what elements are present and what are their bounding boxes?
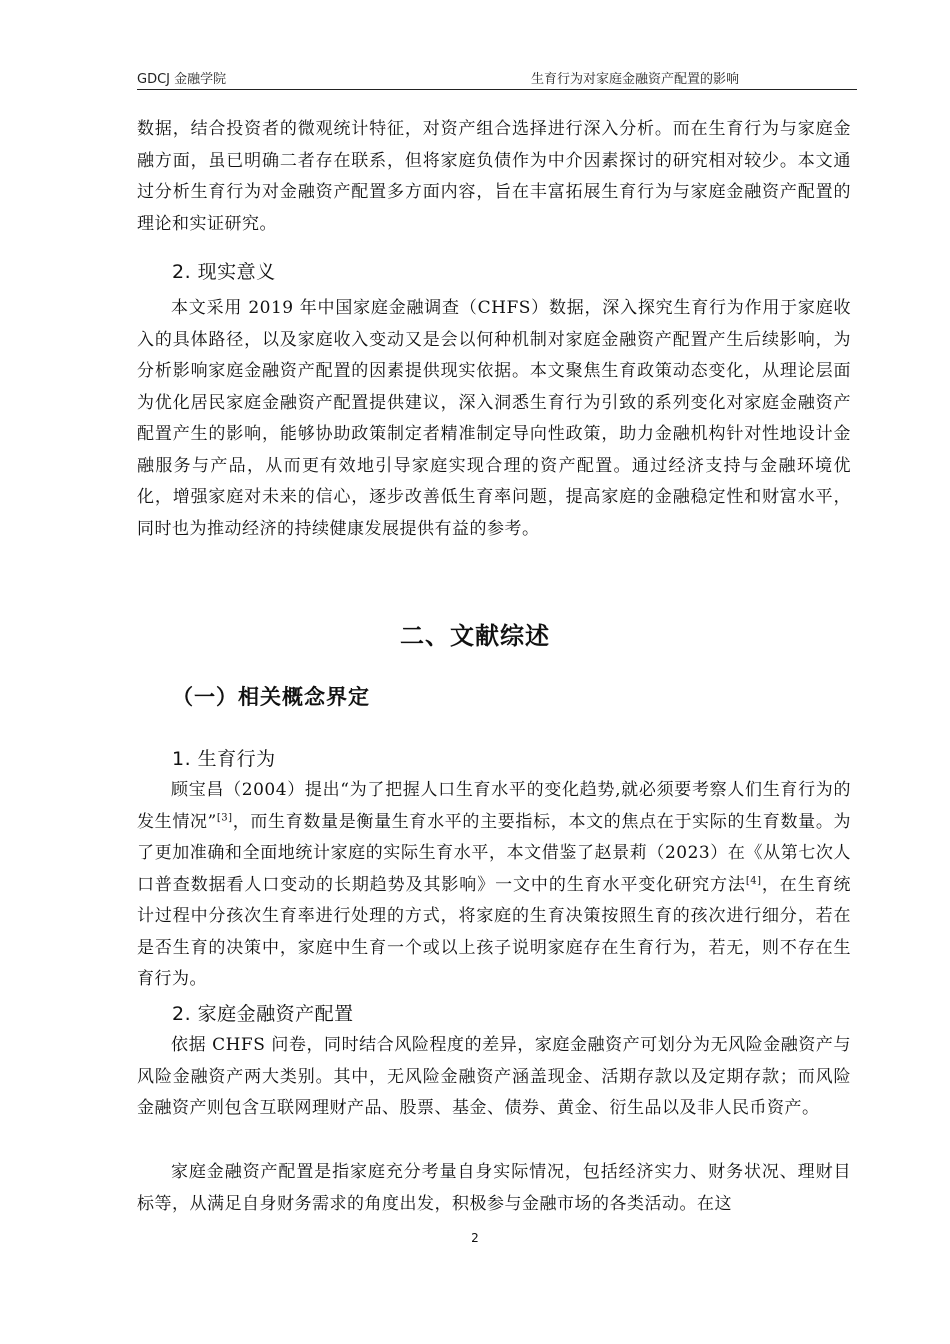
header-institution: GDCJ 金融学院 (137, 72, 227, 87)
heading-fertility-behavior: 1. 生育行为 (172, 748, 276, 770)
chapter-heading: 二、文献综述 (400, 622, 550, 650)
practical-paragraph: 本文采用 2019 年中国家庭金融调查（CHFS）数据，深入探究生育行为作用于家庭收入的具体路径，以及家庭收入变动又是会以何种机制对家庭金融资产配置产生后续影响，为分析影响家庭金融资产配置的因素提供现实依据。本文聚焦生育政策动态变化，从理论层面为优化居民家庭金融资产配置提供建议，深入洞悉生育行为引致的系列变化对家庭金融资产配置产生的影响，能够协助政策制定者精准制定导向性政策，助力金融机构针对性地设计金融服务与产品，从而更有效地引导家庭实现合理的资产配置。通过经济支持与金融环境优化，增强家庭对未来的信心，逐步改善低生育率问题，提高家庭的金融稳定性和财富水平，同时也为推动经济的持续健康发展提供有益的参考。 (137, 298, 851, 539)
header-rule (137, 89, 857, 90)
assets-paragraph-1: 依据 CHFS 问卷，同时结合风险程度的差异，家庭金融资产可划分为无风险金融资产与风险金融资产两大类别。其中，无风险金融资产涵盖现金、活期存款以及定期存款；而风险金融资产则包含互联网理财产品、股票、基金、债券、黄金、衍生品以及非人民币资产。 (137, 1035, 851, 1118)
citation-4[interactable]: [4] (745, 874, 762, 886)
practical-paragraph-block (137, 293, 851, 545)
intro-paragraph-block (137, 114, 851, 240)
section-heading: （一）相关概念界定 (172, 685, 370, 709)
running-header (137, 68, 857, 88)
assets-paragraph-2: 家庭金融资产配置是指家庭充分考量自身实际情况，包括经济实力、财务状况、理财目标等，从满足自身财务需求的角度出发，积极参与金融市场的各类活动。在这 (137, 1162, 851, 1214)
fertility-text-a: 顾宝昌（2004）提出“为了把握人口生育水平的变化趋势,就必须要考察人们生育行为的发生情况” (137, 780, 851, 832)
citation-3[interactable]: [3] (216, 811, 233, 823)
heading-household-assets: 2. 家庭金融资产配置 (172, 1003, 354, 1025)
fertility-paragraph-block (137, 775, 851, 996)
page-number: 2 (471, 1231, 479, 1245)
heading-practical-significance: 2. 现实意义 (172, 261, 276, 283)
assets-paragraph-block-2 (137, 1157, 851, 1220)
fertility-text-c: ，在生育统计过程中分孩次生育率进行处理的方式，将家庭的生育决策按照生育的孩次进行细分，若在是否生育的决策中，家庭中生育一个或以上孩子说明家庭存在生育行为，若无，则不存在生育行为。 (137, 874, 852, 989)
header-title: 生育行为对家庭金融资产配置的影响 (530, 72, 739, 87)
intro-paragraph: 数据，结合投资者的微观统计特征，对资产组合选择进行深入分析。而在生育行为与家庭金融方面，虽已明确二者存在联系，但将家庭负债作为中介因素探讨的研究相对较少。本文通过分析生育行为对金融资产配置多方面内容，旨在丰富拓展生育行为与家庭金融资产配置的理论和实证研究。 (137, 119, 851, 234)
assets-paragraph-block (137, 1030, 851, 1125)
fertility-paragraph (137, 775, 851, 996)
fertility-text-b: ，而生育数量是衡量生育水平的主要指标，本文的焦点在于实际的生育数量。为了更加准确和全面地统计家庭的实际生育水平，本文借鉴了赵景莉（2023）在《从第七次人口普查数据看人口变动的长期趋势及其影响》一文中的生育水平变化研究方法 (137, 811, 851, 895)
